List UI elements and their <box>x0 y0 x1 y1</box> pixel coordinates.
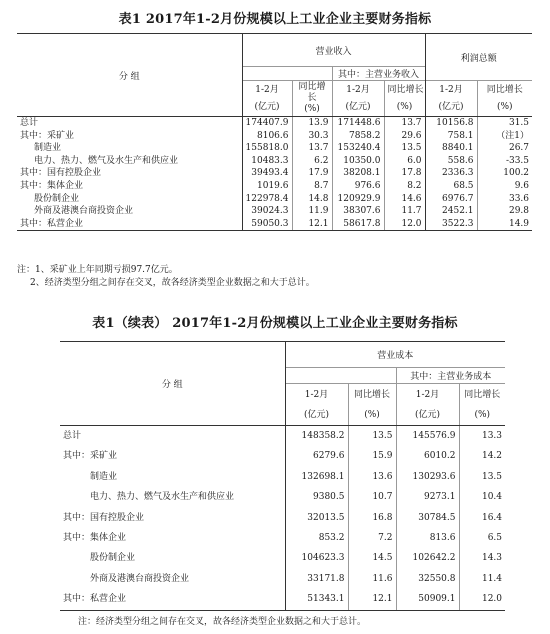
table1-profit-header: 利润总额 <box>425 34 532 81</box>
cost-growth: 12.1 <box>348 589 396 610</box>
table2-note: 注：经济类型分组之间存在交叉，故各经济类型企业数据之和大于总计。 <box>78 617 367 627</box>
profit-value: 558.6 <box>425 155 477 168</box>
main-cost-value: 30784.5 <box>396 508 459 528</box>
main-cost-growth: 13.5 <box>459 467 505 487</box>
main-revenue-growth: 13.7 <box>384 117 425 130</box>
table2-title: 表1（续表） 2017年1-2月份规模以上工业企业主要财务指标 <box>92 316 458 331</box>
revenue-value: 155818.0 <box>242 142 292 155</box>
table1-row <box>17 117 532 130</box>
revenue-growth: 13.9 <box>292 117 332 130</box>
main-revenue-value: 7858.2 <box>332 130 384 143</box>
main-cost-growth: 11.4 <box>459 569 505 589</box>
table1 <box>17 33 532 231</box>
cost-value: 132698.1 <box>285 467 348 487</box>
profit-value: 758.1 <box>425 130 477 143</box>
cost-value: 853.2 <box>285 528 348 548</box>
main-revenue-value: 153240.4 <box>332 142 384 155</box>
row-label: 其中：私营企业 <box>60 589 285 610</box>
cost-value: 51343.1 <box>285 589 348 610</box>
cost-value: 148358.2 <box>285 426 348 447</box>
table1-rev-period-header: 1-2月 (亿元) <box>242 81 292 117</box>
revenue-growth: 13.7 <box>292 142 332 155</box>
main-revenue-growth: 8.2 <box>384 180 425 193</box>
row-label: 电力、热力、燃气及水生产和供应业 <box>34 155 179 166</box>
table2-row <box>60 508 505 528</box>
row-label: 电力、热力、燃气及水生产和供应业 <box>90 492 235 503</box>
table1-note-2: 2、经济类型分组之间存在交叉，故各经济类型企业数据之和大于总计。 <box>30 278 315 288</box>
cost-value: 6279.6 <box>285 446 348 466</box>
main-cost-growth: 10.4 <box>459 487 505 507</box>
row-label: 外商及港澳台商投资企业 <box>90 573 190 584</box>
main-revenue-value: 38307.6 <box>332 205 384 218</box>
profit-growth: 29.8 <box>477 205 532 218</box>
table1-note-1: 注：1、采矿业上年同期亏损97.7亿元。 <box>17 265 178 275</box>
revenue-value: 174407.9 <box>242 117 292 130</box>
revenue-value: 122978.4 <box>242 193 292 206</box>
revenue-growth: 8.7 <box>292 180 332 193</box>
profit-growth: 31.5 <box>477 117 532 130</box>
main-revenue-value: 58617.8 <box>332 218 384 231</box>
table2-row <box>60 426 505 447</box>
revenue-growth: 30.3 <box>292 130 332 143</box>
main-cost-value: 102642.2 <box>396 548 459 568</box>
row-label: 其中：私营企业 <box>17 218 242 231</box>
cost-growth: 14.5 <box>348 548 396 568</box>
main-cost-growth: 12.0 <box>459 589 505 610</box>
table1-title: 表1 2017年1-2月份规模以上工业企业主要财务指标 <box>118 12 432 27</box>
table2-cost-header: 营业成本 <box>285 342 505 368</box>
profit-value: 10156.8 <box>425 117 477 130</box>
cost-growth: 16.8 <box>348 508 396 528</box>
cost-growth: 7.2 <box>348 528 396 548</box>
row-label: 制造业 <box>34 143 62 154</box>
revenue-value: 59050.3 <box>242 218 292 231</box>
main-revenue-growth: 14.6 <box>384 193 425 206</box>
profit-growth: 33.6 <box>477 193 532 206</box>
row-label: 其中：采矿业 <box>63 451 118 462</box>
profit-value: 8840.1 <box>425 142 477 155</box>
profit-value: 2452.1 <box>425 205 477 218</box>
table2-row <box>60 548 505 568</box>
profit-growth: 14.9 <box>477 218 532 231</box>
row-label: 其中：国有控股企业 <box>20 168 102 179</box>
main-revenue-growth: 13.5 <box>384 142 425 155</box>
main-cost-growth: 13.3 <box>459 426 505 447</box>
row-label: 外商及港澳台商投资企业 <box>34 206 134 217</box>
cost-value: 33171.8 <box>285 569 348 589</box>
row-label: 其中：国有控股企业 <box>63 512 145 523</box>
table1-profit-growth-header: 同比增长 (%) <box>477 81 532 117</box>
table1-main-period-header: 1-2月 (亿元) <box>332 81 384 117</box>
table1-row <box>17 167 532 180</box>
profit-value: 3522.3 <box>425 218 477 231</box>
main-cost-value: 9273.1 <box>396 487 459 507</box>
revenue-value: 39024.3 <box>242 205 292 218</box>
revenue-value: 8106.6 <box>242 130 292 143</box>
main-revenue-value: 120929.9 <box>332 193 384 206</box>
row-label: 股份制企业 <box>34 193 80 204</box>
table2-main-cost-header: 其中：主营业务成本 <box>396 368 505 384</box>
profit-value: 6976.7 <box>425 193 477 206</box>
main-revenue-growth: 29.6 <box>384 130 425 143</box>
main-cost-value: 50909.1 <box>396 589 459 610</box>
cost-value: 9380.5 <box>285 487 348 507</box>
revenue-value: 1019.6 <box>242 180 292 193</box>
table2-row <box>60 528 505 548</box>
main-revenue-value: 171448.6 <box>332 117 384 130</box>
table2-row <box>60 487 505 507</box>
main-cost-value: 32550.8 <box>396 569 459 589</box>
cost-growth: 10.7 <box>348 487 396 507</box>
cost-growth: 13.6 <box>348 467 396 487</box>
main-cost-value: 130293.6 <box>396 467 459 487</box>
revenue-value: 10483.3 <box>242 155 292 168</box>
table1-row <box>17 142 532 155</box>
table2-row <box>60 467 505 487</box>
table2-main-period-header: 1-2月 (亿元) <box>396 384 459 426</box>
row-label: 总计 <box>63 431 82 441</box>
revenue-growth: 11.9 <box>292 205 332 218</box>
cost-growth: 13.5 <box>348 426 396 447</box>
table1-group-header: 分 组 <box>17 34 242 117</box>
table2-row <box>60 589 505 610</box>
profit-growth: 9.6 <box>477 180 532 193</box>
table2-cost-growth-header: 同比增长 (%) <box>348 384 396 426</box>
cost-value: 104623.3 <box>285 548 348 568</box>
table2 <box>60 341 505 611</box>
table1-main-revenue-header: 其中：主营业务收入 <box>332 67 425 81</box>
revenue-value: 39493.4 <box>242 167 292 180</box>
profit-growth: 26.7 <box>477 142 532 155</box>
main-revenue-value: 38208.1 <box>332 167 384 180</box>
table1-row <box>17 193 532 206</box>
main-cost-growth: 6.5 <box>459 528 505 548</box>
revenue-growth: 12.1 <box>292 218 332 231</box>
profit-value: 68.5 <box>425 180 477 193</box>
main-cost-growth: 16.4 <box>459 508 505 528</box>
profit-growth: -33.5 <box>477 155 532 168</box>
row-label: 其中：集体企业 <box>63 533 127 544</box>
main-cost-value: 145576.9 <box>396 426 459 447</box>
row-label: 制造业 <box>90 471 118 482</box>
row-label: 总计 <box>20 118 39 128</box>
main-revenue-growth: 12.0 <box>384 218 425 231</box>
table1-rev-growth-header: 同比增 长 (%) <box>292 81 332 117</box>
table2-row <box>60 446 505 466</box>
table1-row <box>17 218 532 231</box>
main-cost-value: 813.6 <box>396 528 459 548</box>
profit-growth: （注1） <box>477 130 532 143</box>
revenue-growth: 6.2 <box>292 155 332 168</box>
profit-growth: 100.2 <box>477 167 532 180</box>
cost-growth: 11.6 <box>348 569 396 589</box>
revenue-growth: 17.9 <box>292 167 332 180</box>
main-cost-value: 6010.2 <box>396 446 459 466</box>
main-revenue-growth: 6.0 <box>384 155 425 168</box>
cost-growth: 15.9 <box>348 446 396 466</box>
table2-cost-period-header: 1-2月 (亿元) <box>285 384 348 426</box>
main-cost-growth: 14.3 <box>459 548 505 568</box>
table2-group-header: 分 组 <box>60 342 285 426</box>
main-revenue-growth: 11.7 <box>384 205 425 218</box>
table1-row <box>17 180 532 193</box>
row-label: 其中：采矿业 <box>20 130 75 141</box>
table1-profit-period-header: 1-2月 (亿元) <box>425 81 477 117</box>
main-revenue-value: 10350.0 <box>332 155 384 168</box>
row-label: 股份制企业 <box>90 553 136 564</box>
revenue-growth: 14.8 <box>292 193 332 206</box>
table1-revenue-header: 营业收入 <box>242 34 425 67</box>
row-label: 其中：集体企业 <box>20 180 84 191</box>
table1-row <box>17 130 532 143</box>
table1-row <box>17 205 532 218</box>
table1-main-growth-header: 同比增长 (%) <box>384 81 425 117</box>
main-revenue-value: 976.6 <box>332 180 384 193</box>
cost-value: 32013.5 <box>285 508 348 528</box>
main-revenue-growth: 17.8 <box>384 167 425 180</box>
main-cost-growth: 14.2 <box>459 446 505 466</box>
table2-main-growth-header: 同比增长 (%) <box>459 384 505 426</box>
table2-row <box>60 569 505 589</box>
table1-row <box>17 155 532 168</box>
profit-value: 2336.3 <box>425 167 477 180</box>
